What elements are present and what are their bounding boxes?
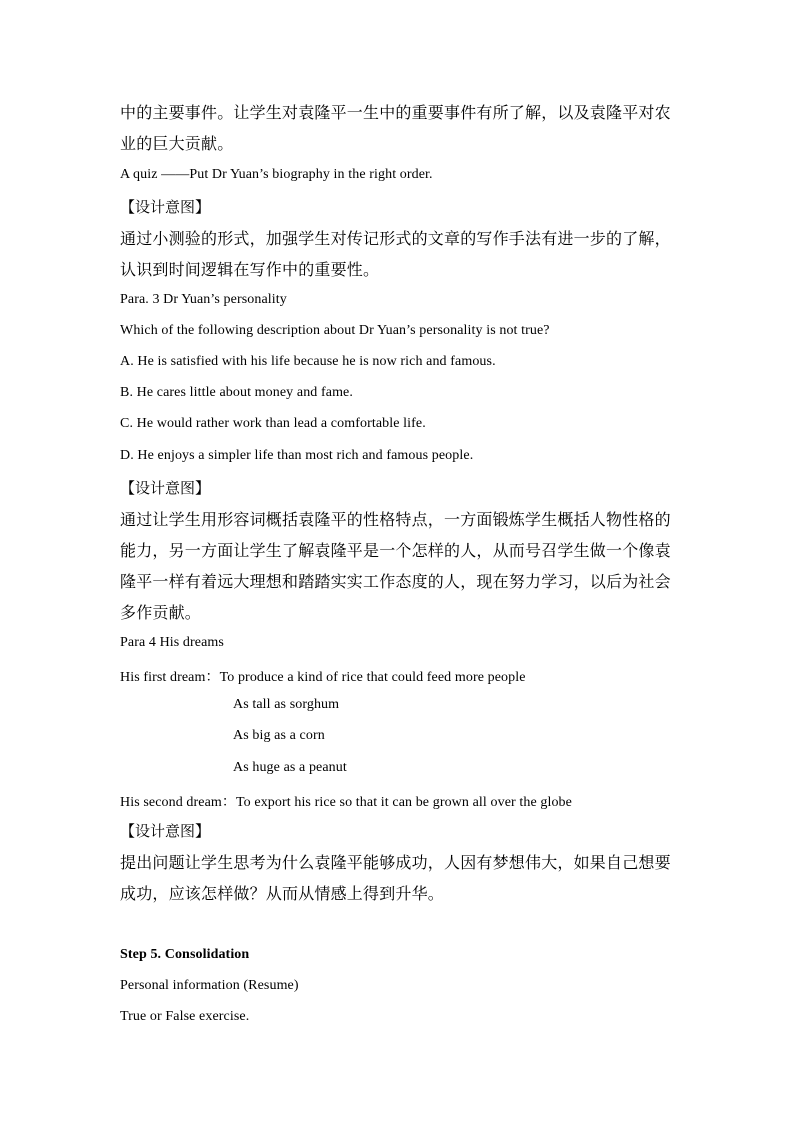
quiz-instruction: A quiz ——Put Dr Yuan’s biography in the right order. bbox=[120, 167, 433, 182]
paragraph-line: 通过让学生用形容词概括袁隆平的性格特点，一方面锻炼学生概括人物性格的 bbox=[120, 512, 671, 529]
paragraph-line: 业的巨大贡献。 bbox=[120, 136, 234, 153]
dream-detail: As big as a corn bbox=[233, 728, 325, 743]
dream-line: His first dream：To produce a kind of rice that could feed more people bbox=[120, 670, 526, 685]
paragraph-line: 认识到时间逻辑在写作中的重要性。 bbox=[120, 262, 380, 279]
section-heading-design-intent: 【设计意图】 bbox=[120, 824, 211, 840]
dream-line: His second dream：To export his rice so that it can be grown all over the globe bbox=[120, 795, 572, 810]
dream-detail: As tall as sorghum bbox=[233, 697, 340, 712]
section-heading-design-intent: 【设计意图】 bbox=[120, 481, 211, 497]
dream-detail: As huge as a peanut bbox=[233, 760, 347, 775]
paragraph-line: 能力，另一方面让学生了解袁隆平是一个怎样的人，从而号召学生做一个像袁 bbox=[120, 543, 671, 560]
paragraph-line: 隆平一样有着远大理想和踏踏实实工作态度的人，现在努力学习，以后为社会 bbox=[120, 574, 671, 591]
paragraph-line: 中的主要事件。让学生对袁隆平一生中的重要事件有所了解，以及袁隆平对农 bbox=[120, 105, 671, 122]
para-heading: Para. 3 Dr Yuan’s personality bbox=[120, 292, 287, 307]
question-text: Which of the following description about Dr Yuan’s personality is not true? bbox=[120, 323, 550, 338]
step-item: Personal information (Resume) bbox=[120, 978, 299, 993]
answer-option-a: A. He is satisfied with his life because he is now rich and famous. bbox=[120, 354, 496, 369]
paragraph-line: 成功，应该怎样做？从而从情感上得到升华。 bbox=[120, 886, 445, 903]
paragraph-line: 提出问题让学生思考为什么袁隆平能够成功，人因有梦想伟大，如果自己想要 bbox=[120, 855, 671, 872]
section-heading-design-intent: 【设计意图】 bbox=[120, 200, 211, 216]
para-heading: Para 4 His dreams bbox=[120, 635, 224, 650]
answer-option-d: D. He enjoys a simpler life than most rich and famous people. bbox=[120, 448, 474, 463]
paragraph-line: 多作贡献。 bbox=[120, 605, 202, 622]
answer-option-c: C. He would rather work than lead a comfortable life. bbox=[120, 416, 426, 431]
answer-option-b: B. He cares little about money and fame. bbox=[120, 385, 353, 400]
step-heading: Step 5. Consolidation bbox=[120, 947, 250, 962]
paragraph-line: 通过小测验的形式，加强学生对传记形式的文章的写作手法有进一步的了解， bbox=[120, 231, 671, 248]
step-item: True or False exercise. bbox=[120, 1009, 250, 1024]
